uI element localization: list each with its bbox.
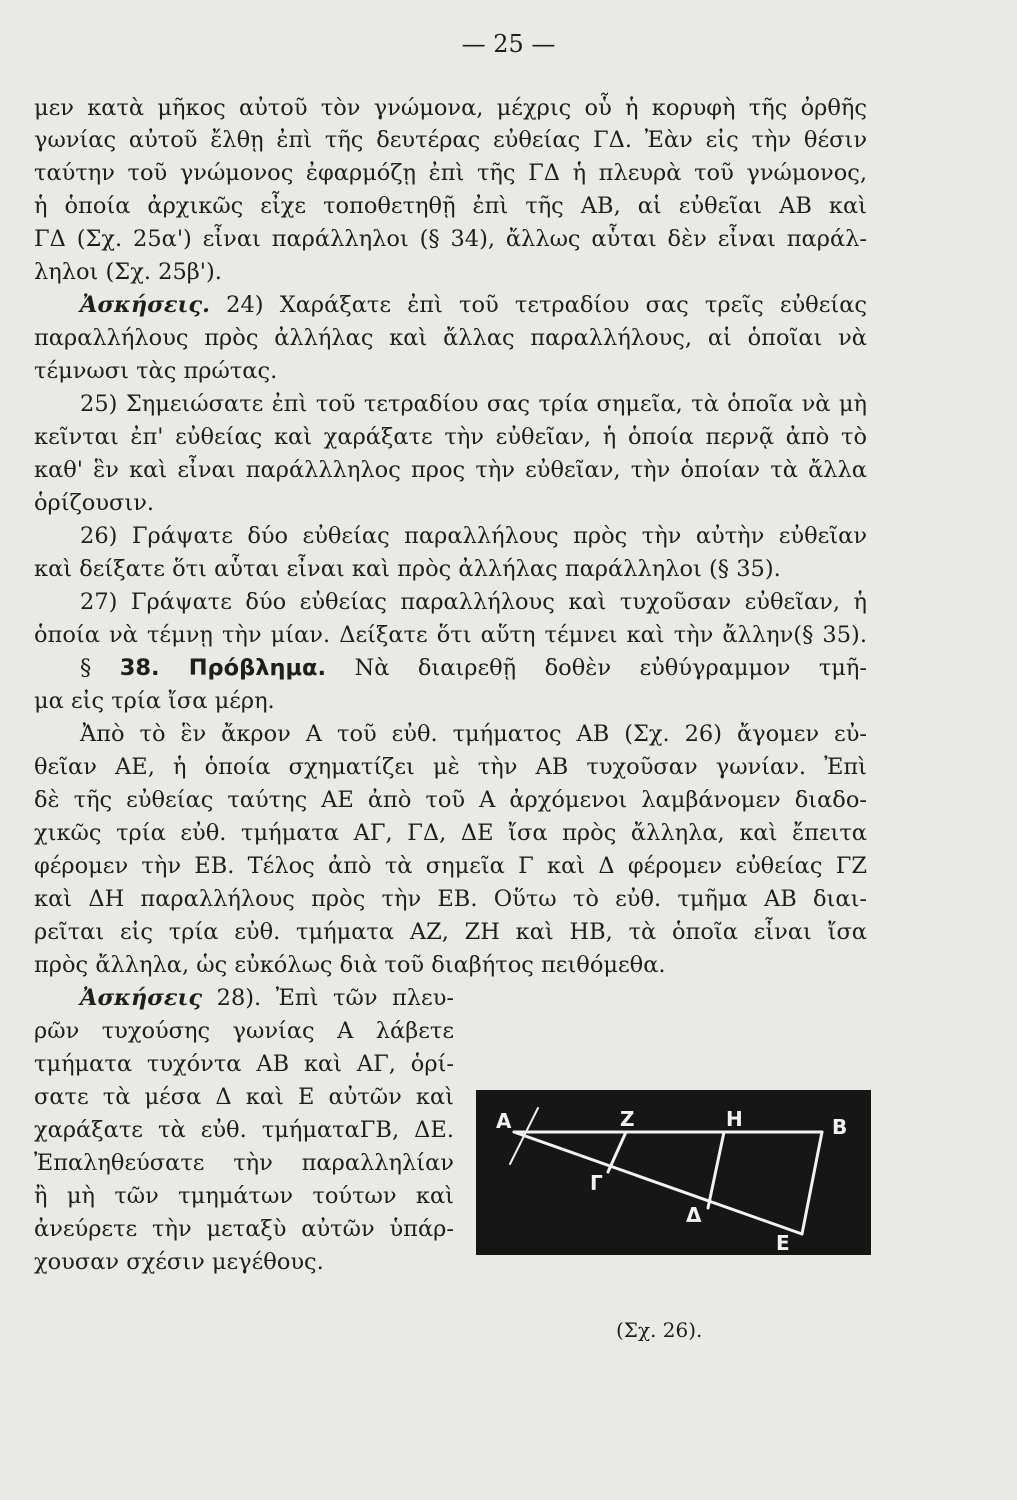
figure-26-diagram [476, 1090, 871, 1255]
text-line: δὲ τῆς εὐθείας ταύτης ΑΕ ἀπὸ τοῦ Α ἀρχόμενοι λαμβάνομεν διαδο- [34, 787, 867, 813]
text-line: ληλοι (Σχ. 25β'). [34, 259, 222, 285]
text-span: Νὰ διαιρεθῇ δοθὲν εὐθύγραμμον τμῆ- [354, 655, 867, 681]
page-number: — 25 — [461, 30, 556, 58]
section-sign: § [80, 655, 92, 681]
text-line: 26) Γράψατε δύο εὐθείας παραλλήλους πρὸς τὴν αὐτὴν εὐθεῖαν [80, 523, 867, 549]
text-line: ρεῖται εἰς τρία εὐθ. τμήματα ΑΖ, ΖΗ καὶ ΗΒ, τὰ ὁποῖα εἶναι ἴσα [34, 919, 867, 945]
exercises-label: Ἀσκήσεις. [80, 292, 210, 318]
text-line: παραλλήλους πρὸς ἀλλήλας καὶ ἄλλας παραλλήλους, αἱ ὁποῖαι νὰ [34, 325, 867, 351]
exercise-24-first-line [80, 289, 867, 321]
text-line: ρῶν τυχούσης γωνίας Α λάβετε [34, 1018, 454, 1044]
text-line: καὶ ΔΗ παραλλήλους πρὸς τὴν ΕΒ. Οὕτω τὸ εὐθ. τμῆμα ΑΒ διαι- [34, 886, 867, 912]
label-B: B [832, 1115, 848, 1139]
text-line: καὶ δείξατε ὅτι αὗται εἶναι καὶ πρὸς ἀλλήλας παράλληλοι (§ 35). [34, 556, 781, 582]
text-line: Ἀπὸ τὸ ἓν ἄκρον Α τοῦ εὐθ. τμήματος ΑΒ (Σχ. 26) ἄγομεν εὐ- [80, 721, 867, 747]
text-line: ἀνεύρετε τὴν μεταξὺ αὐτῶν ὑπάρ- [34, 1216, 454, 1242]
text-line: χαράξατε τὰ εὐθ. τμήματαΓΒ, ΔΕ. [34, 1117, 454, 1143]
text-line: φέρομεν τὴν ΕΒ. Τέλος ἀπὸ τὰ σημεῖα Γ καὶ Δ φέρομεν εὐθείας ΓΖ [34, 853, 867, 879]
text-line: ΓΔ (Σχ. 25α') εἶναι παράλληλοι (§ 34), ἄλλως αὗται δὲν εἶναι παράλ- [34, 226, 867, 252]
label-Z: Z [620, 1107, 635, 1131]
text-line: τέμνωσι τὰς πρώτας. [34, 358, 278, 384]
section-heading: 38. Πρόβλημα. [119, 655, 327, 681]
text-line: 27) Γράψατε δύο εὐθείας παραλλήλους καὶ τυχοῦσαν εὐθεῖαν, ἡ [80, 589, 867, 615]
text-line: Ἐπαληθεύσατε τὴν παραλληλίαν [34, 1150, 454, 1176]
text-line: χουσαν σχέσιν μεγέθους. [34, 1249, 324, 1275]
text-line: ἡ ὁποία ἀρχικῶς εἶχε τοποθετηθῇ ἐπὶ τῆς ΑΒ, αἱ εὐθεῖαι ΑΒ καὶ [34, 193, 867, 219]
text-line: θεῖαν ΑΕ, ἡ ὁποία σχηματίζει μὲ τὴν ΑΒ τυχοῦσαν γωνίαν. Ἐπὶ [34, 754, 867, 780]
text-line: χικῶς τρία εὐθ. τμήματα ΑΓ, ΓΔ, ΔΕ ἴσα πρὸς ἄλληλα, καὶ ἔπειτα [34, 820, 867, 846]
section-38-first-line [80, 652, 867, 684]
label-G: Γ [590, 1171, 603, 1195]
text-line: 25) Σημειώσατε ἐπὶ τοῦ τετραδίου σας τρία σημεῖα, τὰ ὁποῖα νὰ μὴ [80, 391, 867, 417]
text-line: ὁποία νὰ τέμνῃ τὴν μίαν. Δείξατε ὅτι αὕτη τέμνει καὶ τὴν ἄλλην(§ 35). [34, 622, 867, 648]
text-line: κεῖνται ἐπ' εὐθείας καὶ χαράξατε τὴν εὐθεῖαν, ἡ ὁποία περνᾷ ἀπὸ τὸ [34, 424, 867, 450]
text-line: τμήματα τυχόντα ΑΒ καὶ ΑΓ, ὁρί- [34, 1051, 454, 1077]
text-line: ταύτην τοῦ γνώμονος ἐφαρμόζῃ ἐπὶ τῆς ΓΔ ἡ πλευρὰ τοῦ γνώμονος, [34, 160, 867, 186]
text-line: καθ' ἓν καὶ εἶναι παράλλληλος προς τὴν εὐθεῖαν, τὴν ὁποίαν τὰ ἄλλα [34, 457, 867, 483]
exercises-label: Ἀσκήσεις [80, 985, 203, 1011]
text-span: 28). Ἐπὶ τῶν πλευ- [216, 985, 454, 1011]
text-line: πρὸς ἄλληλα, ὡς εὐκόλως διὰ τοῦ διαβήτος πειθόμεθα. [34, 952, 666, 978]
text-line: μεν κατὰ μῆκος αὐτοῦ τὸν γνώμονα, μέχρις οὗ ἡ κορυφὴ τῆς ὀρθῆς [34, 95, 867, 121]
label-H: H [726, 1107, 743, 1131]
text-line: ἢ μὴ τῶν τμημάτων τούτων καὶ [34, 1183, 454, 1209]
label-E: E [776, 1231, 790, 1255]
label-A: A [496, 1109, 512, 1133]
figure-caption: (Σχ. 26). [616, 1318, 703, 1342]
text-line: γωνίας αὐτοῦ ἔλθῃ ἐπὶ τῆς δευτέρας εὐθείας ΓΔ. Ἐὰν εἰς τὴν θέσιν [34, 127, 867, 153]
exercise-28-first-line [80, 982, 454, 1014]
text-line: μα εἰς τρία ἴσα μέρη. [34, 688, 275, 714]
text-line: ὁρίζουσιν. [34, 490, 155, 516]
label-D: Δ [686, 1203, 702, 1227]
text-line: σατε τὰ μέσα Δ καὶ Ε αὐτῶν καὶ [34, 1084, 454, 1110]
text-span: 24) Χαράξατε ἐπὶ τοῦ τετραδίου σας τρεῖς εὐθείας [226, 292, 867, 318]
